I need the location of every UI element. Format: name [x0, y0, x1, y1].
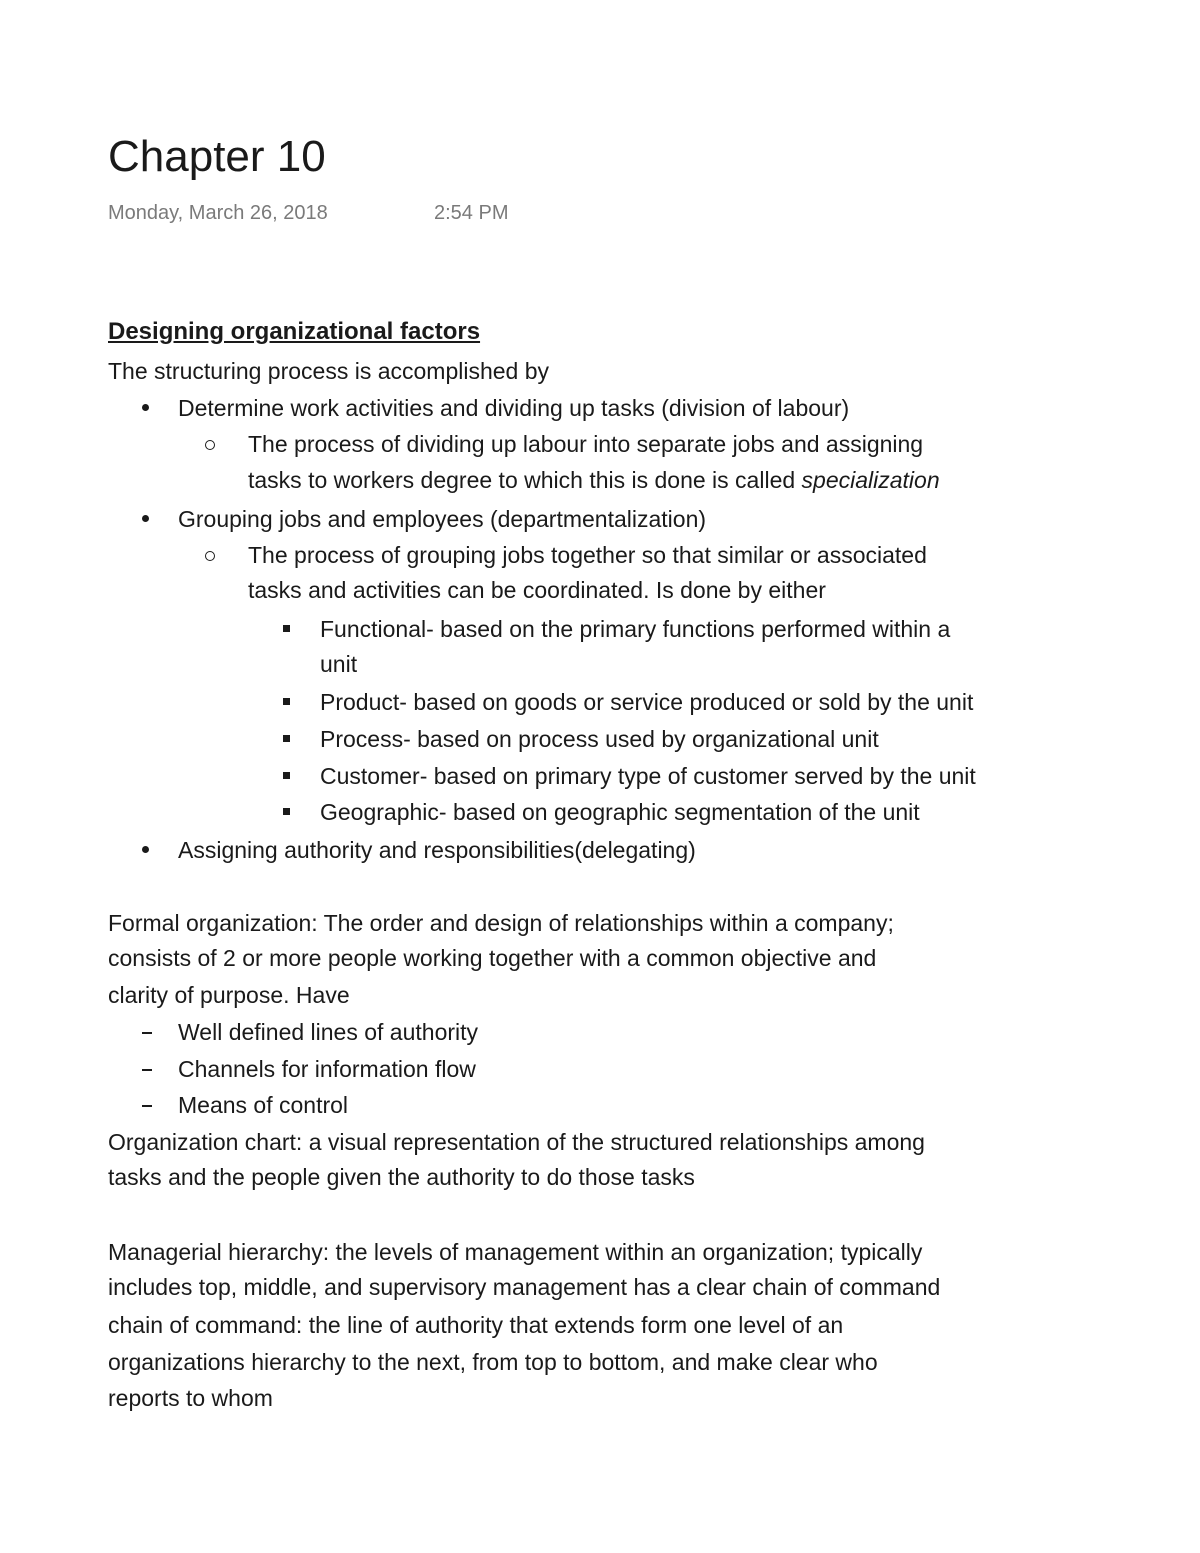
list-item-text: tasks to workers degree to which this is done is called	[248, 467, 802, 493]
bullet-dot-icon	[142, 846, 149, 853]
org-chart-text: Organization chart: a visual representation of the structured relationships among	[108, 1129, 925, 1155]
bullet-square-icon	[283, 625, 290, 632]
list-item: Assigning authority and responsibilities(delegating)	[178, 837, 696, 863]
list-item-continuation	[248, 465, 940, 495]
org-chart-text: tasks and the people given the authority to do those tasks	[108, 1164, 695, 1190]
list-item: Customer- based on primary type of customer served by the unit	[320, 763, 976, 789]
list-item: Well defined lines of authority	[178, 1019, 479, 1045]
formal-text: Formal organization: The order and design of relationships within a company;	[108, 910, 894, 936]
bullet-square-icon	[283, 698, 290, 705]
bullet-square-icon	[283, 808, 290, 815]
bullet-circle-icon	[205, 440, 215, 450]
hierarchy-text: Managerial hierarchy: the levels of management within an organization; typically	[108, 1239, 923, 1265]
bullet-square-icon	[283, 772, 290, 779]
bullet-square-icon	[283, 735, 290, 742]
list-item-continuation: unit	[320, 651, 358, 677]
formal-text: clarity of purpose. Have	[108, 982, 350, 1008]
list-item: Functional- based on the primary functions performed within a	[320, 616, 951, 642]
specialization-term: specialization	[801, 467, 940, 493]
list-item: Geographic- based on geographic segmentation of the unit	[320, 799, 920, 825]
hierarchy-text: chain of command: the line of authority that extends form one level of an	[108, 1312, 844, 1338]
page-date: Monday, March 26, 2018	[108, 202, 328, 224]
list-item: Product- based on goods or service produced or sold by the unit	[320, 689, 974, 715]
list-item: Process- based on process used by organizational unit	[320, 726, 879, 752]
page-meta	[108, 202, 509, 225]
list-item: Channels for information flow	[178, 1056, 476, 1082]
hierarchy-text: reports to whom	[108, 1385, 273, 1411]
bullet-dot-icon	[142, 404, 149, 411]
list-item: The process of dividing up labour into separate jobs and assigning	[248, 431, 924, 457]
bullet-dash-icon	[142, 1032, 152, 1034]
bullet-dash-icon	[142, 1069, 152, 1071]
section-heading: Designing organizational factors	[108, 318, 481, 345]
hierarchy-text: includes top, middle, and supervisory management has a clear chain of command	[108, 1274, 941, 1300]
bullet-dash-icon	[142, 1105, 152, 1107]
list-item: Determine work activities and dividing up tasks (division of labour)	[178, 395, 850, 421]
hierarchy-text: organizations hierarchy to the next, from top to bottom, and make clear who	[108, 1349, 878, 1375]
page-title: Chapter 10	[108, 132, 326, 181]
list-item: Means of control	[178, 1092, 349, 1118]
page-time: 2:54 PM	[434, 202, 509, 224]
list-item: Grouping jobs and employees (departmentalization)	[178, 506, 707, 532]
formal-text: consists of 2 or more people working together with a common objective and	[108, 945, 877, 971]
bullet-circle-icon	[205, 551, 215, 561]
list-item: The process of grouping jobs together so that similar or associated	[248, 542, 927, 568]
list-item-continuation: tasks and activities can be coordinated. Is done by either	[248, 577, 826, 603]
bullet-dot-icon	[142, 515, 149, 522]
intro-text: The structuring process is accomplished by	[108, 358, 550, 384]
